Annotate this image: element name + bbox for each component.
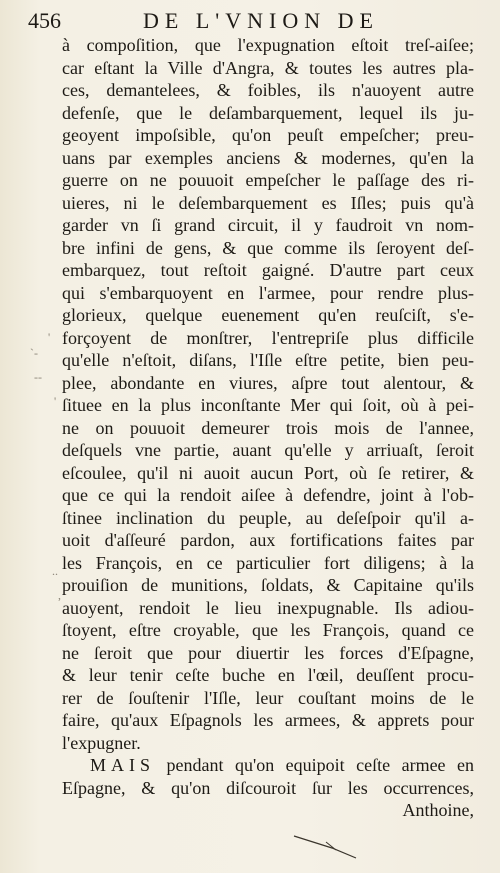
text-line: ſituee en la plus inconſtante Mer qui ſoit, où à pei- bbox=[62, 395, 474, 415]
text-line: à compoſition, que l'expugnation eſtoit treſ-aiſee; bbox=[62, 35, 474, 55]
text-line: guerre on ne pouuoit empeſcher le paſſage des ri- bbox=[62, 170, 474, 190]
text-line: les François, en ce particulier fort diligens; à la bbox=[62, 552, 474, 573]
margin-mark: -- bbox=[34, 370, 42, 384]
text-line: ſtinee inclination du peuple, au deſeſpoir qu'il a- bbox=[62, 507, 474, 528]
text-line: geoyent impoſsible, qu'on peuſt empeſcher; preu- bbox=[62, 125, 474, 145]
text-line: embarquez, tout reſtoit gaigné. D'autre part ceux bbox=[62, 260, 474, 280]
margin-mark: .. bbox=[52, 564, 58, 578]
text-line: uoit d'aſſeuré pardon, aux fortifications faites par bbox=[62, 530, 474, 550]
catchword: Anthoine, bbox=[402, 800, 474, 820]
text-line: ſtoyent, eſtre croyable, que les François, quand ce bbox=[62, 620, 474, 640]
text-line: eſcoulee, qu'il ni auoit aucun Port, où ſe retirer, & bbox=[62, 462, 474, 483]
margin-mark: `- bbox=[30, 346, 38, 360]
text-line: uans par exemples anciens & modernes, qu'en la bbox=[62, 147, 474, 168]
text-line: prouiſion de munitions, ſoldats, & Capitaine qu'ils bbox=[62, 575, 474, 595]
page-header bbox=[28, 6, 472, 34]
text-line bbox=[62, 754, 474, 777]
text-line: & leur tenir ceſte buche en l'œil, deuſſent procu- bbox=[62, 665, 474, 685]
text-line: que ce qui la rendoit aiſee à defendre, joint à l'ob- bbox=[62, 485, 474, 505]
text-line: auoyent, rendoit le lieu inexpugnable. Ils adiou- bbox=[62, 597, 474, 618]
text-line: ne ſeroit que pour diuertir les forces d'Eſpagne, bbox=[62, 642, 474, 663]
text-line: l'expugner. bbox=[62, 732, 141, 753]
margin-mark: , bbox=[58, 588, 61, 602]
text-line: deſquels vne partie, auant qu'elle y arriuaſt, ſeroit bbox=[62, 440, 474, 460]
text-line: car eſtant la Ville d'Angra, & toutes les autres pla- bbox=[62, 57, 474, 78]
margin-mark: ' bbox=[54, 394, 57, 408]
body-text bbox=[62, 34, 474, 822]
text-line: forçoyent de monſtrer, l'entrepriſe plus difficile bbox=[62, 327, 474, 348]
text-line: ces, demantelees, & foibles, ils n'auoyent autre bbox=[62, 80, 474, 100]
margin-mark: ' bbox=[48, 330, 51, 344]
text-line: qui s'embarquoyent en l'armee, pour rendre plus- bbox=[62, 282, 474, 303]
running-head: DE L'VNION DE bbox=[143, 8, 379, 33]
text-line: rer de ſouſtenir l'Iſle, leur couſtant moins de le bbox=[62, 687, 474, 708]
text-line: defenſe, que le deſambarquement, lequel ils ju- bbox=[62, 102, 474, 123]
text-line: plee, abondante en viures, aſpre tout alentour, & bbox=[62, 372, 474, 393]
page-number: 456 bbox=[28, 8, 61, 33]
margin-marks bbox=[8, 330, 68, 610]
text-line: ne on pouuoit demeurer trois mois de l'annee, bbox=[62, 417, 474, 438]
text-line: faire, qu'aux Eſpagnols les armees, & apprets pour bbox=[62, 710, 474, 730]
text-line: bre infini de gens, & que comme ils ſeroyent deſ- bbox=[62, 237, 474, 258]
text-line: garder vn ſi grand circuit, il y faudroit vn nom- bbox=[62, 215, 474, 235]
tailpiece-ornament bbox=[292, 832, 362, 860]
line-text: pendant qu'on equipoit ceſte armee en bbox=[166, 755, 474, 775]
text-line: uieres, ni le deſembarquement es Iſles; puis qu'à bbox=[62, 192, 474, 213]
text-line: qu'elle n'eſtoit, diſans, l'Iſle eſtre petite, bien peu- bbox=[62, 350, 474, 370]
text-line: Eſpagne, & qu'on diſcouroit ſur les occurrences, bbox=[62, 777, 474, 798]
smallcaps-opening: MAIS bbox=[90, 755, 156, 775]
text-line: glorieux, quelque euenement qu'en reuſciſt, s'e- bbox=[62, 305, 474, 325]
